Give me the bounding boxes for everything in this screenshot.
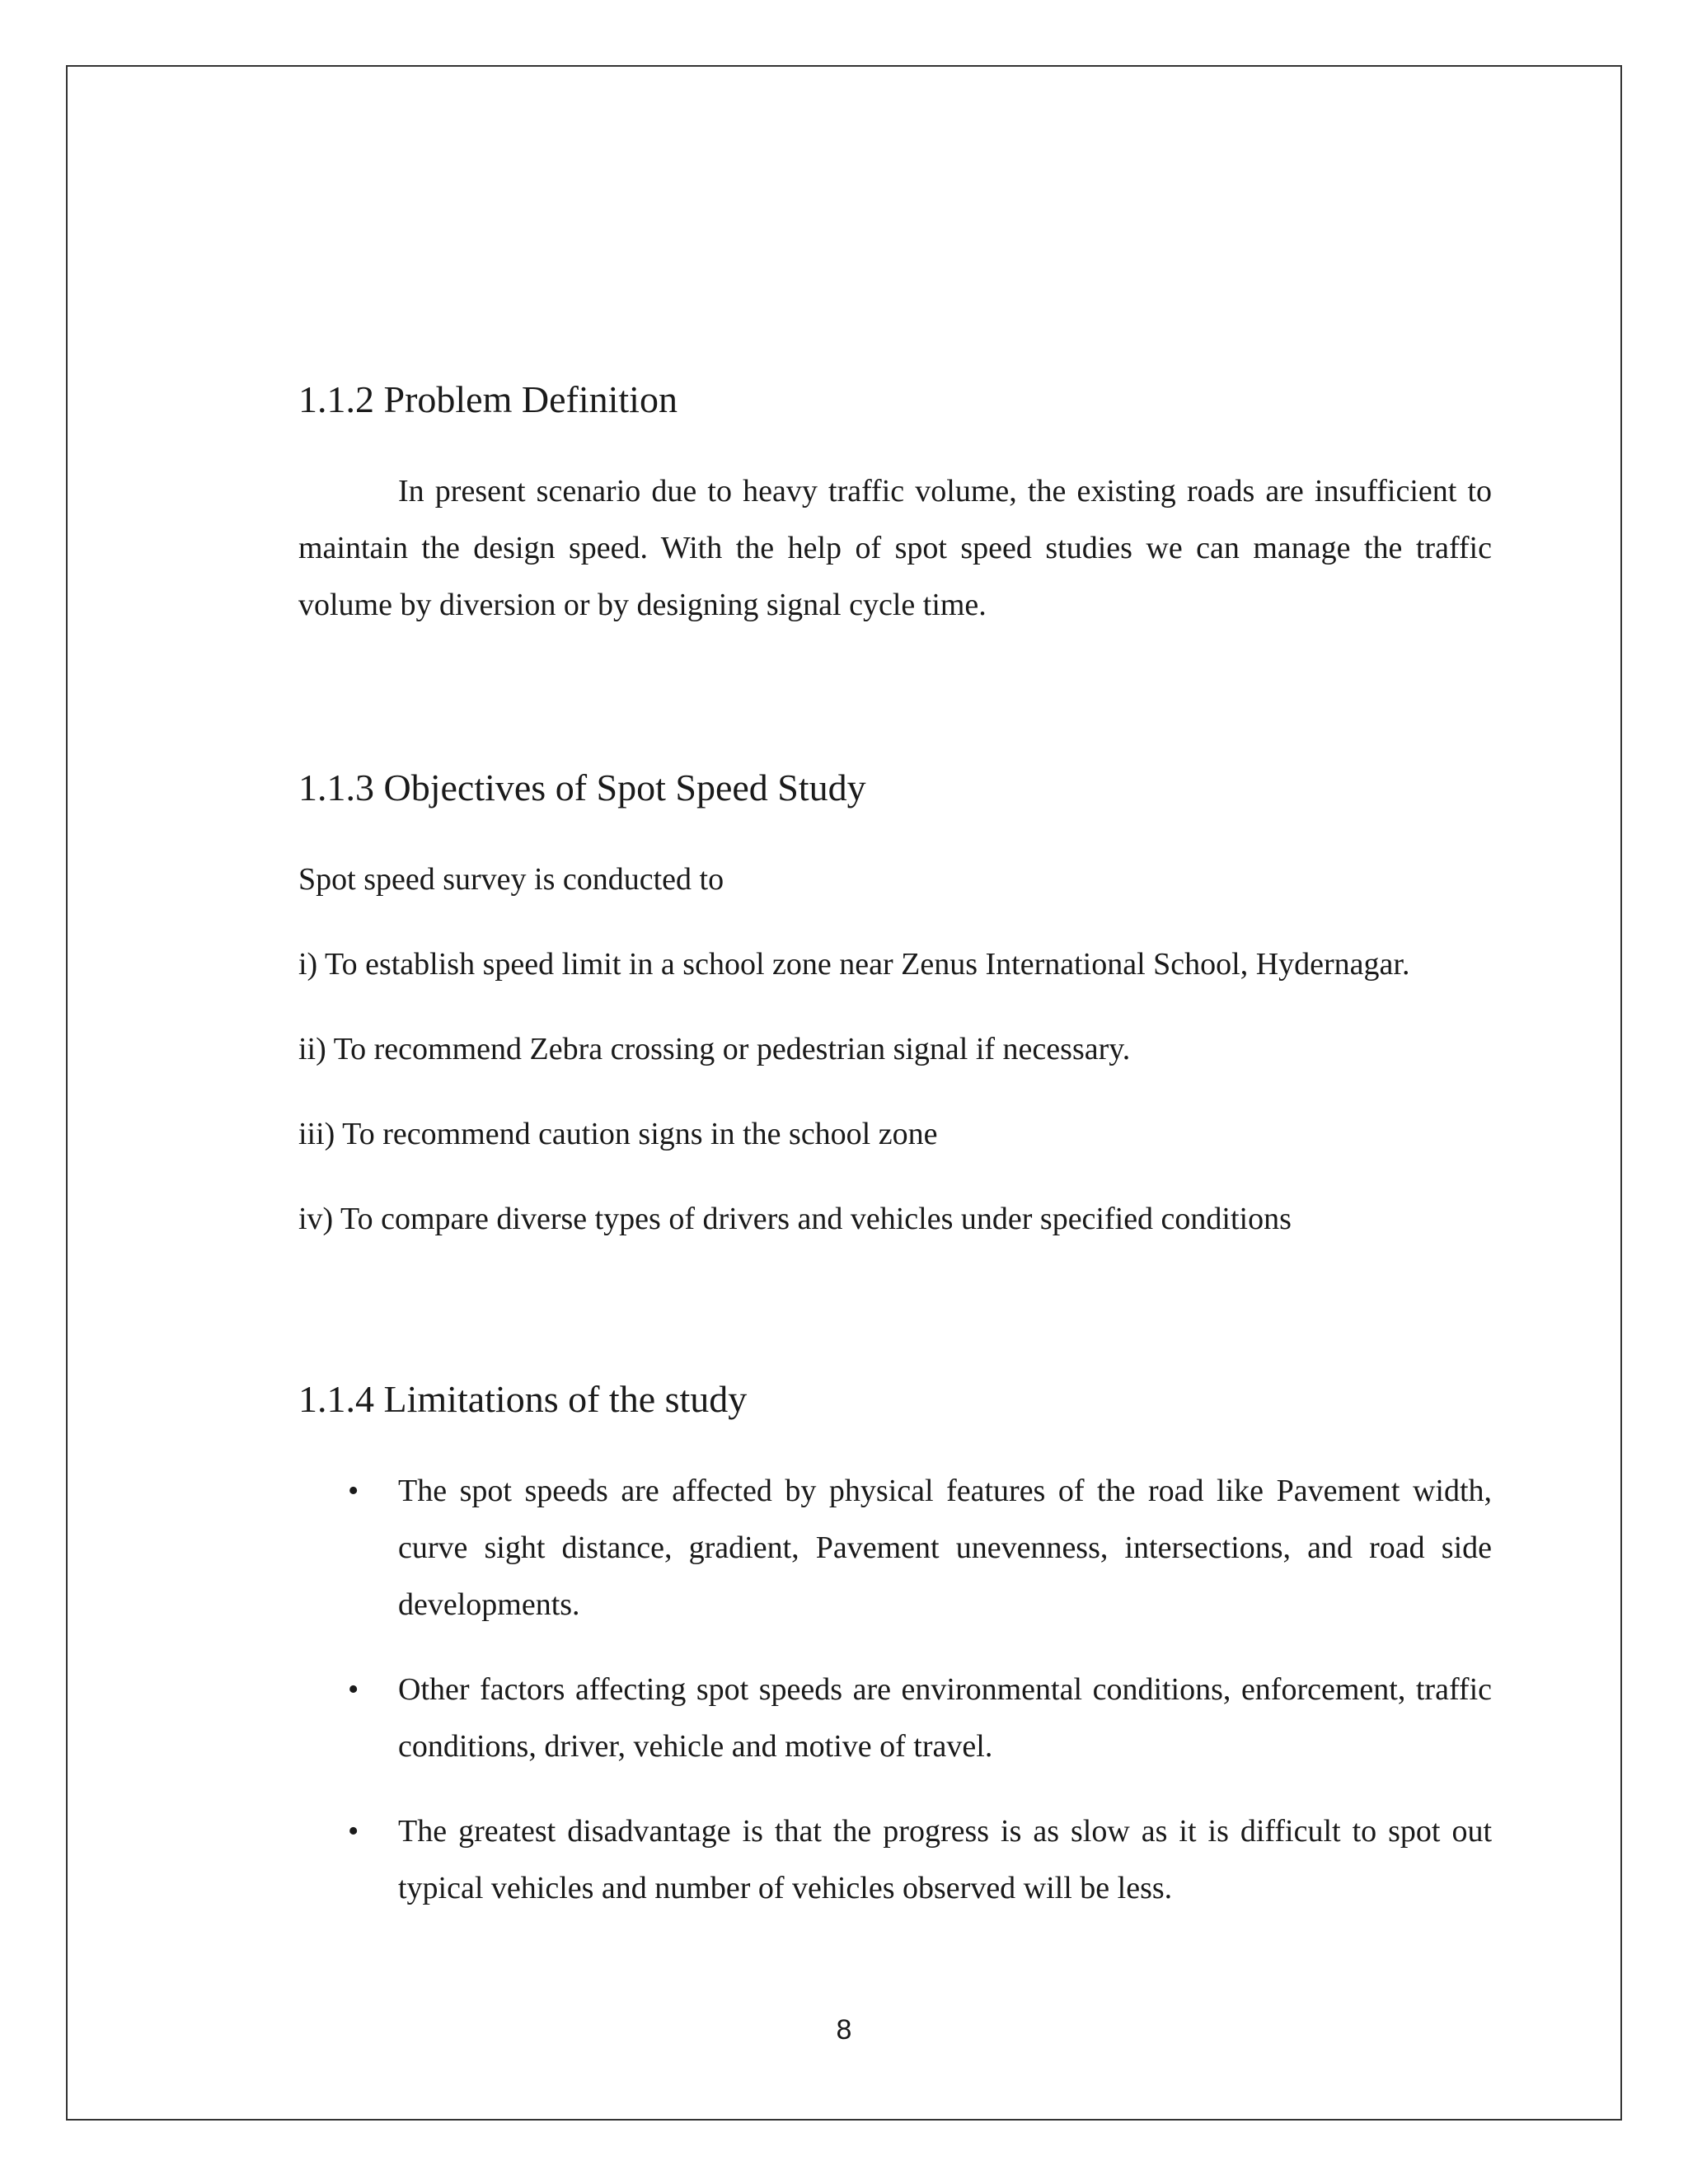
problem-definition-paragraph: In present scenario due to heavy traffic volume, the existing roads are insufficient to maintain the design speed. With the help of spot speed studies we can manage the traffic volume by diversion or by designing signal cycle time. xyxy=(298,474,1492,622)
limitation-bullet xyxy=(298,1463,1492,1633)
objectives-intro: Spot speed survey is conducted to xyxy=(298,862,724,897)
bullet-icon: • xyxy=(348,1814,359,1849)
objective-item: iv) To compare diverse types of drivers and vehicles under specified conditions xyxy=(298,1202,1292,1236)
limitation-bullet xyxy=(298,1803,1492,1917)
objective-item: ii) To recommend Zebra crossing or pedestrian signal if necessary. xyxy=(298,1032,1131,1066)
section-heading-limitations: 1.1.4 Limitations of the study xyxy=(298,1378,748,1420)
section-heading-problem-definition: 1.1.2 Problem Definition xyxy=(298,378,678,420)
objective-item: i) To establish speed limit in a school zone near Zenus International School, Hydernagar. xyxy=(298,947,1410,982)
bullet-icon: • xyxy=(348,1672,359,1707)
page-number: 8 xyxy=(836,2014,852,2046)
limitation-text: Other factors affecting spot speeds are environmental conditions, enforcement, traffic conditions, driver, vehicle and motive of travel. xyxy=(398,1672,1492,1764)
bullet-icon: • xyxy=(348,1474,359,1508)
limitation-bullet xyxy=(298,1661,1492,1775)
objective-item: iii) To recommend caution signs in the school zone xyxy=(298,1117,938,1151)
section-heading-objectives: 1.1.3 Objectives of Spot Speed Study xyxy=(298,766,866,808)
limitation-text: The greatest disadvantage is that the progress is as slow as it is difficult to spot out typical vehicles and number of vehicles observed will be less. xyxy=(398,1814,1492,1905)
limitation-text: The spot speeds are affected by physical features of the road like Pavement width, curve sight distance, gradient, Pavement unevenness, intersections, and road side developments. xyxy=(398,1474,1492,1622)
